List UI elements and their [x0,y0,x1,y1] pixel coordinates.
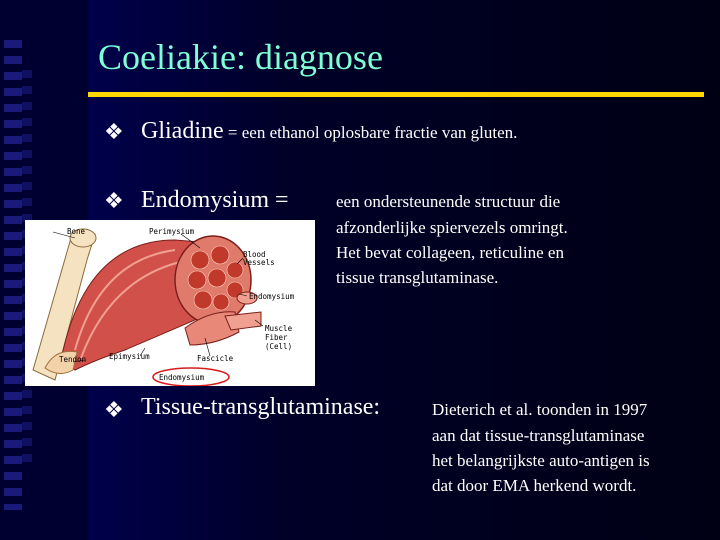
bullet-3-line-1: Dieterich et al. toonden in 1997 [432,400,648,419]
label-bone: Bone [67,227,86,236]
label-blood-vessels-2: Vessels [243,258,275,267]
muscle-anatomy-illustration [25,220,315,386]
decorative-squares [4,40,22,510]
diamond-bullet-icon: ❖ [104,398,124,423]
label-fascicle: Fascicle [197,354,234,363]
title-underline [88,92,704,97]
bullet-2-line-1: een ondersteunende structuur die [336,192,561,211]
bullet-3-term: Tissue-transglutaminase: [141,394,381,420]
bullet-3-line-2: aan dat tissue-transglutaminase [432,426,645,445]
bullet-3-line-3: het belangrijkste auto-antigen is [432,451,650,470]
label-perimysium: Perimysium [149,227,195,236]
label-endomysium-top: Endomysium [249,292,295,301]
label-muscle-fiber-3: (Cell) [265,342,293,351]
bullet-2-line-3: Het bevat collageen, reticuline en [336,243,564,262]
bullet-1-text [141,118,517,145]
bullet-1-rest: = een ethanol oplosbare fractie van gluten. [223,123,518,142]
bullet-2-line-2: afzonderlijke spiervezels omringt. [336,218,568,237]
slide-title: Coeliakie: diagnose [98,37,383,77]
diamond-bullet-icon: ❖ [104,120,124,145]
label-tendon: Tendon [59,355,87,364]
bullet-3-line-4: dat door EMA herkend wordt. [432,476,637,495]
label-muscle-fiber-2: Fiber [265,333,288,342]
label-muscle-fiber-1: Muscle [265,324,293,333]
bullet-2-term: Endomysium = [141,187,289,213]
diamond-bullet-icon: ❖ [104,189,124,214]
label-epimysium: Epimysium [109,352,150,361]
bullet-1-term: Gliadine [141,118,224,144]
label-endomysium-bottom: Endomysium [159,373,205,382]
label-blood-vessels-1: Blood [243,250,266,259]
bullet-2-line-4: tissue transglutaminase. [336,268,499,287]
